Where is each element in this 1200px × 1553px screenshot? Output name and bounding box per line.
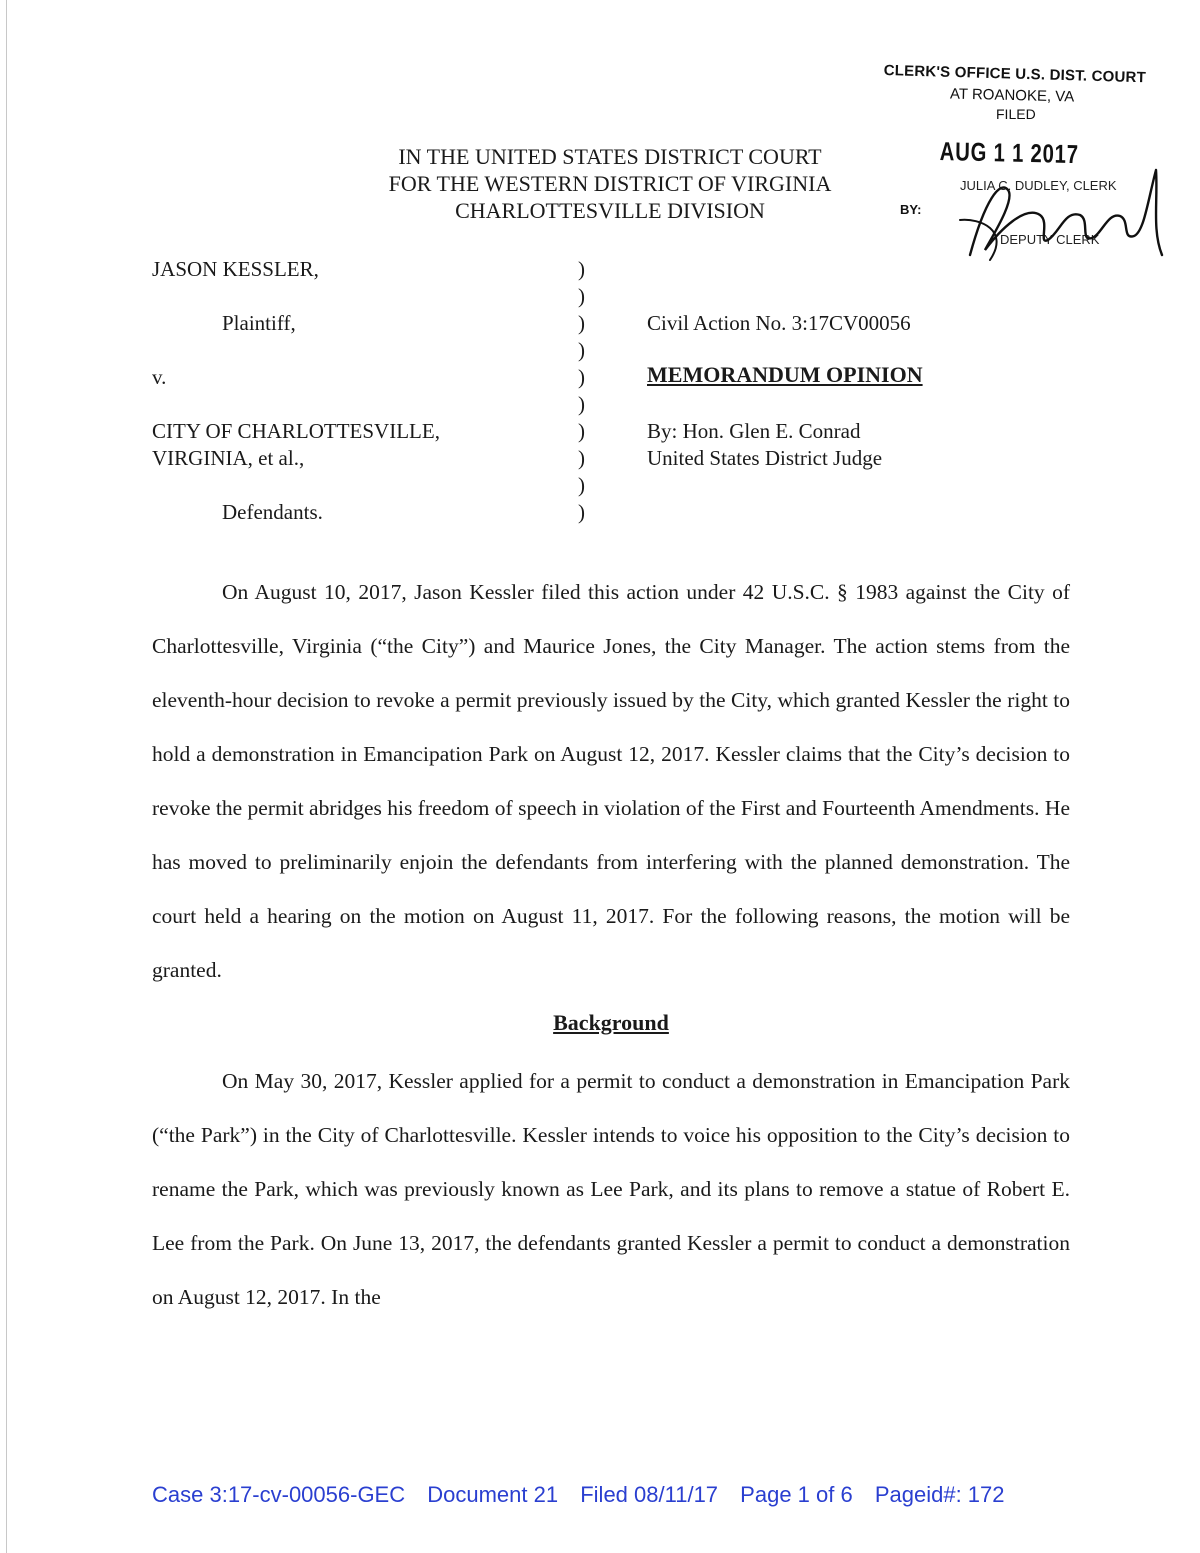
- caption-paren: ): [578, 500, 585, 524]
- handwritten-signature: [930, 160, 1170, 270]
- footer-filed-date: Filed 08/11/17: [580, 1482, 719, 1507]
- plaintiff-name: JASON KESSLER,: [152, 257, 319, 281]
- caption-paren: ): [578, 257, 585, 281]
- stamp-deputy-label: DEPUTY CLERK: [1000, 232, 1100, 247]
- footer-page-count: Page 1 of 6: [740, 1482, 853, 1507]
- caption-paren: ): [578, 365, 585, 389]
- caption-paren: ): [578, 338, 585, 362]
- defendant-name-line1: CITY OF CHARLOTTESVILLE,: [152, 419, 440, 443]
- judge-title: United States District Judge: [647, 446, 883, 470]
- case-number: Civil Action No. 3:17CV00056: [647, 311, 911, 335]
- plaintiff-role: Plaintiff,: [222, 311, 296, 335]
- filing-footer: [152, 1482, 1021, 1508]
- court-name-line1: IN THE UNITED STATES DISTRICT COURT: [398, 144, 822, 169]
- section-heading-text: Background: [553, 1010, 669, 1035]
- stamp-by-label: BY:: [900, 202, 922, 217]
- court-header: [300, 143, 920, 224]
- caption-paren: ): [578, 419, 585, 443]
- section-heading: [152, 1010, 1070, 1036]
- court-name-line2: FOR THE WESTERN DISTRICT OF VIRGINIA: [388, 171, 832, 196]
- versus-label: v.: [152, 365, 167, 389]
- page-edge: [6, 0, 7, 1553]
- stamp-location-line: AT ROANOKE, VA: [949, 85, 1075, 106]
- body-paragraph-2: On May 30, 2017, Kessler applied for a permit to conduct a demonstration in Emancipation Park (“the Park”) in the City of Charlottesville. Kessler intends to voice his opposition to the City’s decision to rename the Park, which was previously known as Lee Park, and its plans to remove a statue of Robert E. Lee from the Park. On June 13, 2017, the defendants granted Kessler a permit to conduct a demonstration on August 12, 2017. In the: [152, 1069, 1070, 1309]
- caption-paren: ): [578, 392, 585, 416]
- document-title: MEMORANDUM OPINION: [647, 362, 923, 387]
- body-paragraph-1: On August 10, 2017, Jason Kessler filed this action under 42 U.S.C. § 1983 against the City of Charlottesville, Virginia (“the City”) and Maurice Jones, the City Manager. The action stems from the eleventh-hour decision to revoke a permit previously issued by the City, which granted Kessler the right to hold a demonstration in Emancipation Park on August 12, 2017. Kessler claims that the City’s decision to revoke the permit abridges his freedom of speech in violation of the First and Fourteenth Amendments. He has moved to preliminarily enjoin the defendants from interfering with the planned demonstration. The court held a hearing on the motion on August 11, 2017. For the following reasons, the motion will be granted.: [152, 580, 1070, 982]
- stamp-clerk-name: JULIA C. DUDLEY, CLERK: [960, 178, 1117, 193]
- footer-document-number: Document 21: [427, 1482, 559, 1507]
- defendant-role: Defendants.: [222, 500, 323, 524]
- caption-paren: ): [578, 446, 585, 470]
- stamp-date: AUG 1 1 2017: [939, 136, 1079, 170]
- footer-case-number: Case 3:17-cv-00056-GEC: [152, 1482, 406, 1507]
- stamp-filed-line: FILED: [996, 106, 1036, 122]
- court-division-line: CHARLOTTESVILLE DIVISION: [455, 198, 765, 223]
- clerk-filing-stamp: [880, 62, 1180, 262]
- caption-paren: ): [578, 473, 585, 497]
- caption-paren: ): [578, 311, 585, 335]
- caption-paren: ): [578, 284, 585, 308]
- stamp-office-line: CLERK'S OFFICE U.S. DIST. COURT: [883, 62, 1147, 87]
- footer-pageid: Pageid#: 172: [874, 1482, 1005, 1507]
- judge-name: By: Hon. Glen E. Conrad: [647, 419, 861, 443]
- defendant-name-line2: VIRGINIA, et al.,: [152, 446, 305, 470]
